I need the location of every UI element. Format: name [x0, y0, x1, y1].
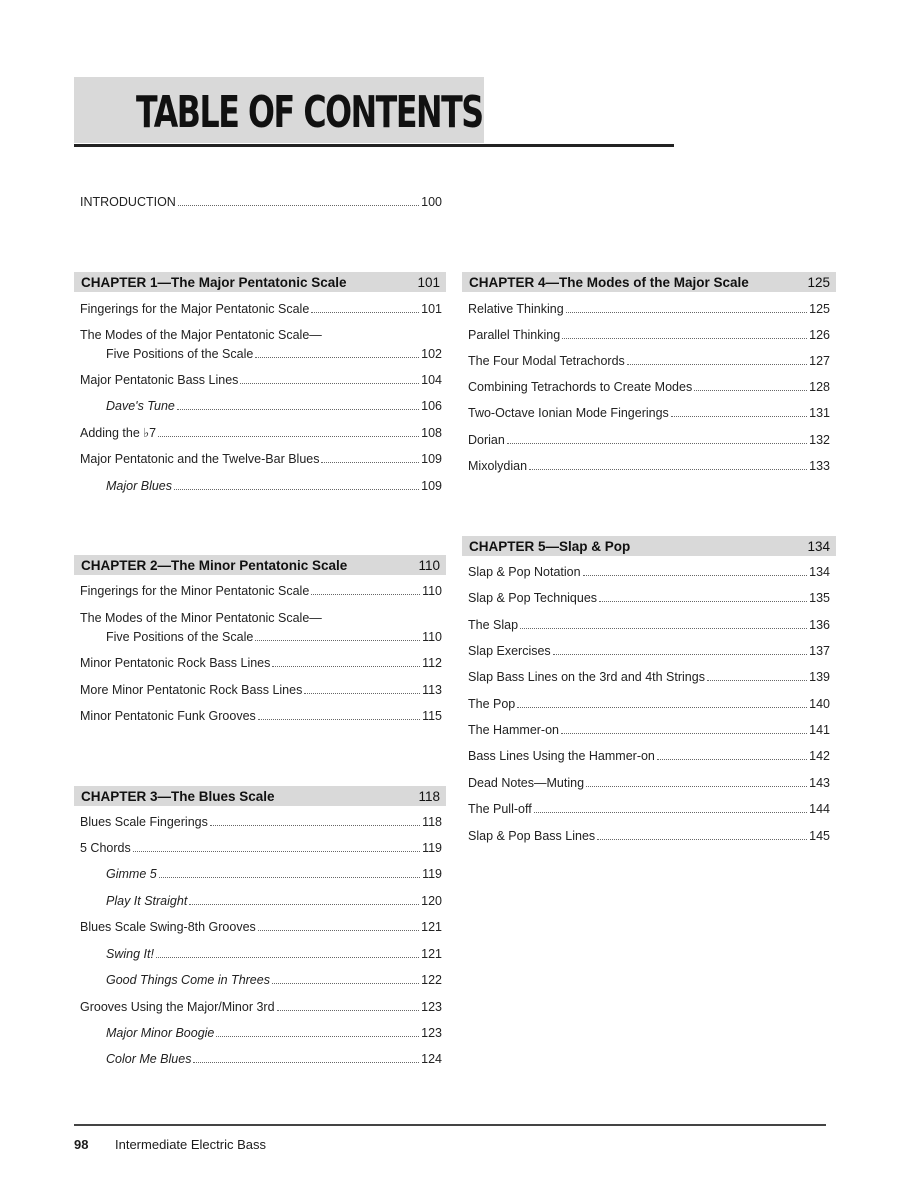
entry-title: Dave's Tune — [106, 399, 175, 413]
dot-leader — [694, 390, 807, 391]
entry-title: The Modes of the Major Pentatonic Scale— — [80, 328, 322, 342]
toc-entry[interactable] — [468, 590, 830, 606]
entry-page: 131 — [809, 406, 830, 420]
entry-title: The Pull-off — [468, 802, 532, 816]
entry-title: Slap & Pop Bass Lines — [468, 829, 596, 843]
entry-page: 128 — [809, 380, 830, 394]
entry-page: 112 — [422, 656, 442, 670]
toc-entry[interactable] — [80, 583, 442, 599]
entry-title: Dead Notes—Muting — [468, 776, 585, 790]
toc-subentry[interactable] — [106, 972, 442, 988]
entry-title: Swing It! — [106, 947, 154, 961]
dot-leader — [178, 205, 419, 206]
footer-page-number: 98 — [74, 1137, 89, 1152]
entry-page: 102 — [421, 347, 442, 361]
dot-leader — [255, 357, 419, 358]
entry-page: 110 — [422, 584, 442, 598]
entry-page: 143 — [809, 776, 830, 790]
entry-page: 104 — [421, 373, 442, 387]
entry-title: Blues Scale Swing-8th Grooves — [80, 920, 256, 934]
entry-title: The Slap — [468, 618, 519, 632]
dot-leader — [627, 364, 807, 365]
entry-title: Slap & Pop Notation — [468, 565, 581, 579]
footer-rule — [74, 1124, 826, 1126]
chapter-1-heading[interactable] — [74, 272, 446, 292]
toc-entry[interactable] — [468, 775, 830, 791]
toc-entry[interactable] — [80, 372, 442, 388]
entry-page: 101 — [421, 302, 442, 316]
entry-page: 139 — [809, 670, 830, 684]
entry-title: Relative Thinking — [468, 302, 564, 316]
entry-page: 113 — [422, 683, 442, 697]
entry-title: The Hammer-on — [468, 723, 559, 737]
dot-leader — [586, 786, 807, 787]
toc-subentry[interactable] — [106, 946, 442, 962]
entry-title: Parallel Thinking — [468, 328, 561, 342]
dot-leader — [174, 489, 419, 490]
entry-page: 115 — [422, 709, 442, 723]
toc-entry[interactable] — [468, 801, 830, 817]
entry-page: 135 — [809, 591, 830, 605]
entry-page: 109 — [421, 452, 442, 466]
toc-entry[interactable] — [80, 451, 442, 467]
entry-title: Major Pentatonic and the Twelve-Bar Blues — [80, 452, 320, 466]
entry-title: Good Things Come in Threes — [106, 973, 270, 987]
toc-subentry[interactable] — [106, 398, 442, 414]
entry-page: 119 — [422, 841, 442, 855]
entry-title: Blues Scale Fingerings — [80, 815, 208, 829]
dot-leader — [566, 312, 807, 313]
chapter-4-heading[interactable] — [462, 272, 836, 292]
entry-page: 123 — [421, 1000, 442, 1014]
dot-leader — [534, 812, 807, 813]
entry-title: Play It Straight — [106, 894, 188, 908]
entry-title: The Pop — [468, 697, 516, 711]
entry-page: 108 — [421, 426, 442, 440]
entry-page: 145 — [809, 829, 830, 843]
dot-leader — [156, 957, 419, 958]
entry-title: Gimme 5 — [106, 867, 157, 881]
entry-title: Major Pentatonic Bass Lines — [80, 373, 239, 387]
toc-subentry[interactable] — [106, 893, 442, 909]
entry-title: Grooves Using the Major/Minor 3rd — [80, 1000, 275, 1014]
entry-title: Dorian — [468, 433, 505, 447]
toc-entry[interactable] — [468, 327, 830, 343]
toc-entry[interactable] — [468, 458, 830, 474]
entry-title: Combining Tetrachords to Create Modes — [468, 380, 693, 394]
chapter-3-heading[interactable] — [74, 786, 446, 806]
dot-leader — [517, 707, 807, 708]
dot-leader — [507, 443, 807, 444]
dot-leader — [321, 462, 419, 463]
entry-title: INTRODUCTION — [80, 195, 176, 209]
dot-leader — [583, 575, 808, 576]
entry-title: Two-Octave Ionian Mode Fingerings — [468, 406, 669, 420]
entry-page: 124 — [421, 1052, 442, 1066]
dot-leader — [553, 654, 807, 655]
chapter-page: 134 — [807, 538, 830, 554]
chapter-5-heading[interactable] — [462, 536, 836, 556]
toc-entry[interactable] — [80, 840, 442, 856]
dot-leader — [562, 338, 807, 339]
footer-book-title: Intermediate Electric Bass — [115, 1137, 267, 1152]
dot-leader — [258, 930, 419, 931]
toc-entry[interactable] — [468, 617, 830, 633]
dot-leader — [177, 409, 419, 410]
entry-title: The Modes of the Minor Pentatonic Scale— — [80, 611, 322, 625]
entry-page: 137 — [809, 644, 830, 658]
dot-leader — [597, 839, 807, 840]
chapter-page: 101 — [417, 274, 440, 290]
toc-entry[interactable] — [80, 708, 442, 724]
toc-entry[interactable] — [468, 301, 830, 317]
dot-leader — [671, 416, 807, 417]
entry-page: 136 — [809, 618, 830, 632]
entry-title: Slap & Pop Techniques — [468, 591, 598, 605]
entry-page: 140 — [809, 697, 830, 711]
chapter-page: 110 — [418, 557, 440, 573]
dot-leader — [311, 594, 420, 595]
entry-page: 119 — [422, 867, 442, 881]
toc-entry[interactable] — [468, 722, 830, 738]
entry-title: Major Minor Boogie — [106, 1026, 215, 1040]
toc-subentry[interactable] — [106, 1051, 442, 1067]
entry-title: Minor Pentatonic Rock Bass Lines — [80, 656, 271, 670]
entry-title: Minor Pentatonic Funk Grooves — [80, 709, 256, 723]
toc-entry[interactable] — [468, 353, 830, 369]
entry-page: 126 — [809, 328, 830, 342]
chapter-2-heading[interactable] — [74, 555, 446, 575]
entry-page: 127 — [809, 354, 830, 368]
toc-entry[interactable] — [468, 748, 830, 764]
toc-entry[interactable] — [468, 405, 830, 421]
toc-entry[interactable] — [80, 814, 442, 830]
dot-leader — [159, 877, 420, 878]
toc-entry[interactable] — [80, 682, 442, 698]
toc-entry[interactable] — [80, 655, 442, 671]
dot-leader — [707, 680, 807, 681]
dot-leader — [529, 469, 807, 470]
entry-page: 118 — [422, 815, 442, 829]
entry-title: Slap Bass Lines on the 3rd and 4th Strings — [468, 670, 705, 684]
toc-entry[interactable] — [80, 326, 442, 364]
toc-entry-introduction[interactable] — [80, 194, 442, 210]
entry-page: 106 — [421, 399, 442, 413]
dot-leader — [189, 904, 419, 905]
dot-leader — [272, 983, 419, 984]
toc-entry[interactable] — [468, 564, 830, 580]
toc-entry[interactable] — [468, 669, 830, 685]
entry-page: 123 — [421, 1026, 442, 1040]
entry-page: 100 — [421, 195, 442, 209]
dot-leader — [255, 640, 420, 641]
entry-page: 142 — [809, 749, 830, 763]
title-rule — [74, 144, 674, 147]
toc-entry[interactable] — [80, 919, 442, 935]
entry-title: Bass Lines Using the Hammer-on — [468, 749, 655, 763]
chapter-title: CHAPTER 4—The Modes of the Major Scale — [469, 274, 749, 290]
toc-subentry[interactable] — [106, 1025, 442, 1041]
entry-title: Major Blues — [106, 479, 172, 493]
dot-leader — [311, 312, 419, 313]
toc-entry[interactable] — [468, 696, 830, 712]
entry-page: 120 — [421, 894, 442, 908]
entry-page: 110 — [422, 630, 442, 644]
dot-leader — [133, 851, 420, 852]
entry-page: 121 — [421, 947, 442, 961]
chapter-title: CHAPTER 2—The Minor Pentatonic Scale — [81, 557, 348, 573]
dot-leader — [258, 719, 420, 720]
entry-page: 133 — [809, 459, 830, 473]
chapter-page: 118 — [418, 788, 440, 804]
toc-subentry[interactable] — [106, 866, 442, 882]
entry-title: Fingerings for the Minor Pentatonic Scale — [80, 584, 310, 598]
entry-page: 141 — [809, 723, 830, 737]
toc-entry[interactable] — [468, 828, 830, 844]
entry-page: 109 — [421, 479, 442, 493]
entry-title: Fingerings for the Major Pentatonic Scale — [80, 302, 310, 316]
toc-entry[interactable] — [468, 643, 830, 659]
dot-leader — [657, 759, 807, 760]
entry-title: Mixolydian — [468, 459, 528, 473]
toc-entry[interactable] — [468, 379, 830, 395]
dot-leader — [277, 1010, 420, 1011]
entry-page: 125 — [809, 302, 830, 316]
entry-title-continued: Five Positions of the Scale — [106, 630, 254, 644]
dot-leader — [272, 666, 420, 667]
entry-title: Adding the ♭7 — [80, 426, 157, 440]
toc-entry[interactable] — [468, 432, 830, 448]
chapter-title: CHAPTER 3—The Blues Scale — [81, 788, 275, 804]
entry-page: 134 — [809, 565, 830, 579]
entry-page: 144 — [809, 802, 830, 816]
dot-leader — [216, 1036, 419, 1037]
entry-title: The Four Modal Tetrachords — [468, 354, 625, 368]
dot-leader — [210, 825, 420, 826]
toc-entry[interactable] — [80, 301, 442, 317]
entry-title: Color Me Blues — [106, 1052, 192, 1066]
dot-leader — [561, 733, 807, 734]
toc-subentry[interactable] — [106, 478, 442, 494]
chapter-title: CHAPTER 5—Slap & Pop — [469, 538, 631, 554]
entry-page: 122 — [421, 973, 442, 987]
chapter-title: CHAPTER 1—The Major Pentatonic Scale — [81, 274, 347, 290]
toc-entry[interactable] — [80, 609, 442, 647]
entry-title-continued: Five Positions of the Scale — [106, 347, 254, 361]
dot-leader — [304, 693, 420, 694]
entry-title: Slap Exercises — [468, 644, 551, 658]
page-title: TABLE OF CONTENTS — [136, 87, 483, 138]
entry-page: 132 — [809, 433, 830, 447]
entry-title: 5 Chords — [80, 841, 131, 855]
dot-leader — [193, 1062, 419, 1063]
toc-entry[interactable] — [80, 425, 442, 441]
entry-page: 121 — [421, 920, 442, 934]
dot-leader — [240, 383, 419, 384]
dot-leader — [520, 628, 807, 629]
toc-entry[interactable] — [80, 999, 442, 1015]
chapter-page: 125 — [807, 274, 830, 290]
dot-leader — [158, 436, 419, 437]
entry-title: More Minor Pentatonic Rock Bass Lines — [80, 683, 303, 697]
dot-leader — [599, 601, 807, 602]
